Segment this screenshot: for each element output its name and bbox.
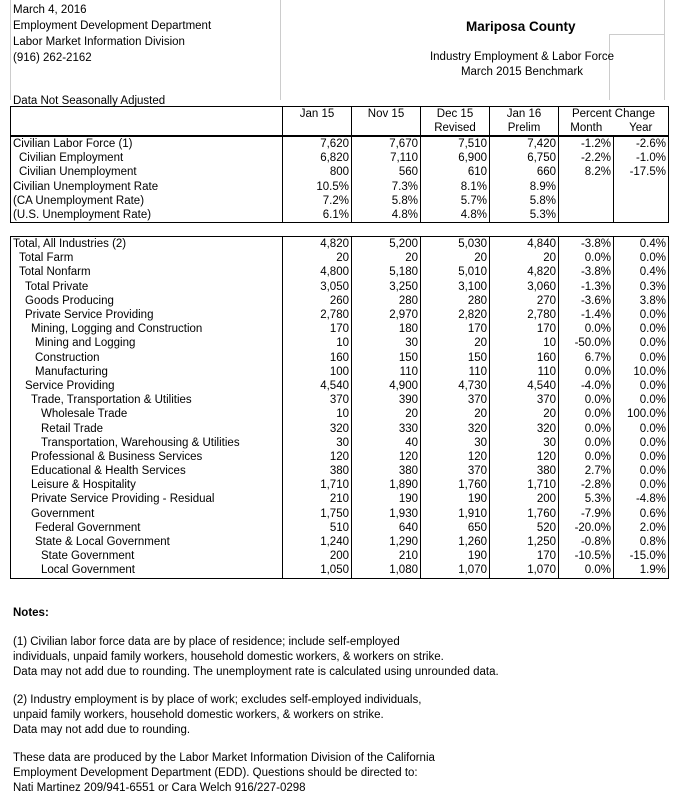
- table-row: [11, 507, 669, 521]
- table-row: [11, 450, 669, 464]
- table-cell: 1,240: [283, 535, 352, 549]
- table-cell: 0.0%: [559, 322, 614, 336]
- row-label: Federal Government: [11, 521, 283, 535]
- table-cell: 10: [490, 336, 559, 350]
- col-jan16: Jan 16: [490, 107, 559, 122]
- row-label: State & Local Government: [11, 535, 283, 549]
- table-cell: -17.5%: [614, 165, 669, 179]
- row-label: Leisure & Hospitality: [11, 478, 283, 492]
- table-cell: 6,750: [490, 151, 559, 165]
- table-cell: 30: [421, 436, 490, 450]
- table-cell: -1.2%: [559, 137, 614, 152]
- table-cell: 190: [421, 549, 490, 563]
- gridline: [609, 34, 665, 35]
- table-cell: -3.8%: [559, 237, 614, 252]
- table-cell: -7.9%: [559, 507, 614, 521]
- table-cell: 0.0%: [614, 322, 669, 336]
- table-cell: 1,760: [421, 478, 490, 492]
- table-cell: 7.2%: [283, 194, 352, 208]
- row-label: Professional & Business Services: [11, 450, 283, 464]
- table-cell: 3,250: [352, 280, 421, 294]
- table-cell: 210: [283, 492, 352, 506]
- table-cell: 8.1%: [421, 180, 490, 194]
- table-cell: 200: [490, 492, 559, 506]
- table-cell: 0.0%: [614, 379, 669, 393]
- gridline: [664, 0, 665, 100]
- table-cell: -3.8%: [559, 265, 614, 279]
- table-row: [11, 251, 669, 265]
- table-cell: 30: [352, 336, 421, 350]
- col-dec15-revised: Revised: [421, 121, 490, 136]
- col-dec15: Dec 15: [421, 107, 490, 122]
- row-label: Private Service Providing: [11, 308, 283, 322]
- table-cell: 2.7%: [559, 464, 614, 478]
- table-cell: 0.0%: [614, 450, 669, 464]
- row-label: Total Private: [11, 280, 283, 294]
- department-name: Employment Development Department: [13, 20, 212, 32]
- table-cell: 20: [490, 251, 559, 265]
- row-label: Wholesale Trade: [11, 407, 283, 421]
- table-cell: 0.0%: [559, 407, 614, 421]
- table-cell: 110: [352, 365, 421, 379]
- row-label: Private Service Providing - Residual: [11, 492, 283, 506]
- table-cell: 0.0%: [614, 436, 669, 450]
- table-cell: 1.9%: [614, 563, 669, 578]
- table-cell: -1.3%: [559, 280, 614, 294]
- labor-force-table: [10, 136, 669, 223]
- table-cell: 6,900: [421, 151, 490, 165]
- table-cell: 150: [421, 351, 490, 365]
- table-cell: -50.0%: [559, 336, 614, 350]
- table-cell: -2.2%: [559, 151, 614, 165]
- gridline: [280, 0, 281, 100]
- table-cell: -1.0%: [614, 151, 669, 165]
- table-cell: 20: [490, 407, 559, 421]
- table-cell: 190: [352, 492, 421, 506]
- table-cell: 320: [283, 421, 352, 435]
- row-label: Total Nonfarm: [11, 265, 283, 279]
- table-cell: 4,820: [283, 237, 352, 252]
- table-cell: 0.6%: [614, 507, 669, 521]
- table-cell: -4.8%: [614, 492, 669, 506]
- note-3-line-2: Employment Development Department (EDD). Questions should be directed to:: [13, 767, 418, 779]
- table-cell: 4,730: [421, 379, 490, 393]
- table-cell: 5.8%: [490, 194, 559, 208]
- table-cell: 170: [490, 322, 559, 336]
- table-row: [11, 336, 669, 350]
- table-cell: 7,510: [421, 137, 490, 152]
- table-cell: 4.8%: [421, 208, 490, 223]
- table-cell: 1,890: [352, 478, 421, 492]
- table-cell: 1,070: [421, 563, 490, 578]
- table-cell: 370: [421, 464, 490, 478]
- table-cell: 0.3%: [614, 280, 669, 294]
- table-row: [11, 478, 669, 492]
- table-cell: 0.0%: [559, 436, 614, 450]
- table-cell: 10.5%: [283, 180, 352, 194]
- table-cell: 0.0%: [614, 336, 669, 350]
- table-cell: 10: [283, 336, 352, 350]
- table-cell: 0.0%: [614, 393, 669, 407]
- col-year: Year: [629, 122, 653, 135]
- table-row: [11, 549, 669, 563]
- table-cell: 6.1%: [283, 208, 352, 223]
- col-jan15: Jan 15: [283, 107, 352, 122]
- row-label: Trade, Transportation & Utilities: [11, 393, 283, 407]
- table-row: [11, 308, 669, 322]
- table-cell: 2,780: [283, 308, 352, 322]
- table-cell: 1,080: [352, 563, 421, 578]
- row-label: Mining and Logging: [11, 336, 283, 350]
- table-row: [11, 365, 669, 379]
- notes-title: Notes:: [13, 607, 49, 619]
- table-row: [11, 393, 669, 407]
- table-cell: 120: [490, 450, 559, 464]
- table-cell: 7,420: [490, 137, 559, 152]
- note-2-line-1: (2) Industry employment is by place of work; excludes self-employed individuals,: [13, 694, 422, 706]
- table-cell: 20: [421, 336, 490, 350]
- row-label: Transportation, Warehousing & Utilities: [11, 436, 283, 450]
- table-cell: 20: [352, 251, 421, 265]
- column-header: [10, 106, 669, 136]
- table-cell: 170: [421, 322, 490, 336]
- note-3-line-1: These data are produced by the Labor Market Information Division of the California: [13, 752, 435, 764]
- table-cell: 7,670: [352, 137, 421, 152]
- table-cell: 30: [283, 436, 352, 450]
- table-row: [11, 294, 669, 308]
- table-cell: [559, 194, 614, 208]
- row-label: Construction: [11, 351, 283, 365]
- table-cell: -15.0%: [614, 549, 669, 563]
- table-cell: 8.9%: [490, 180, 559, 194]
- row-label: Goods Producing: [11, 294, 283, 308]
- table-cell: 4.8%: [352, 208, 421, 223]
- row-label: State Government: [11, 549, 283, 563]
- table-cell: 10.0%: [614, 365, 669, 379]
- table-cell: 180: [352, 322, 421, 336]
- table-cell: [559, 208, 614, 223]
- table-cell: 160: [283, 351, 352, 365]
- table-cell: 640: [352, 521, 421, 535]
- table-cell: 2.0%: [614, 521, 669, 535]
- table-cell: 0.4%: [614, 265, 669, 279]
- table-cell: 0.0%: [614, 421, 669, 435]
- table-cell: 170: [283, 322, 352, 336]
- col-jan16-prelim: Prelim: [490, 121, 559, 136]
- row-label: Civilian Labor Force (1): [11, 137, 283, 152]
- table-cell: 5,180: [352, 265, 421, 279]
- table-cell: 1,910: [421, 507, 490, 521]
- table-cell: 270: [490, 294, 559, 308]
- table-cell: 1,290: [352, 535, 421, 549]
- table-row: [11, 492, 669, 506]
- table-cell: 380: [352, 464, 421, 478]
- table-cell: -1.4%: [559, 308, 614, 322]
- table-cell: 560: [352, 165, 421, 179]
- table-cell: 20: [352, 407, 421, 421]
- table-cell: -2.8%: [559, 478, 614, 492]
- row-label: Mining, Logging and Construction: [11, 322, 283, 336]
- table-row: [11, 208, 669, 223]
- table-row: [11, 194, 669, 208]
- table-cell: 4,900: [352, 379, 421, 393]
- table-row: [11, 421, 669, 435]
- table-cell: 1,050: [283, 563, 352, 578]
- table-cell: 0.0%: [559, 563, 614, 578]
- report-subtitle: Industry Employment & Labor Force: [429, 51, 615, 63]
- table-cell: 1,750: [283, 507, 352, 521]
- table-cell: 4,840: [490, 237, 559, 252]
- table-cell: 650: [421, 521, 490, 535]
- adjustment-note: Data Not Seasonally Adjusted: [13, 95, 166, 107]
- county-title: Mariposa County: [466, 19, 576, 34]
- table-cell: 7,620: [283, 137, 352, 152]
- table-cell: 4,800: [283, 265, 352, 279]
- table-cell: 320: [421, 421, 490, 435]
- table-cell: 520: [490, 521, 559, 535]
- table-cell: -4.0%: [559, 379, 614, 393]
- table-cell: 100: [283, 365, 352, 379]
- table-cell: 280: [421, 294, 490, 308]
- table-cell: 30: [490, 436, 559, 450]
- table-cell: 260: [283, 294, 352, 308]
- phone-number: (916) 262-2162: [13, 52, 92, 64]
- table-cell: 370: [421, 393, 490, 407]
- table-cell: 3,050: [283, 280, 352, 294]
- note-1-line-1: (1) Civilian labor force data are by place of residence; include self-employed: [13, 636, 400, 648]
- table-cell: 390: [352, 393, 421, 407]
- table-row: [11, 137, 669, 152]
- table-row: [11, 180, 669, 194]
- table-cell: 0.0%: [559, 450, 614, 464]
- table-row: [11, 464, 669, 478]
- table-cell: 150: [352, 351, 421, 365]
- table-cell: 2,780: [490, 308, 559, 322]
- table-cell: 280: [352, 294, 421, 308]
- table-cell: 7.3%: [352, 180, 421, 194]
- table-cell: 6.7%: [559, 351, 614, 365]
- row-label: Retail Trade: [11, 421, 283, 435]
- table-cell: 5.7%: [421, 194, 490, 208]
- table-row: [11, 379, 669, 393]
- table-cell: 10: [283, 407, 352, 421]
- table-cell: 1,710: [283, 478, 352, 492]
- table-cell: 610: [421, 165, 490, 179]
- table-row: [11, 535, 669, 549]
- row-label: Local Government: [11, 563, 283, 578]
- table-cell: 3,100: [421, 280, 490, 294]
- table-cell: 7,110: [352, 151, 421, 165]
- table-cell: 110: [490, 365, 559, 379]
- table-row: [11, 165, 669, 179]
- table-cell: 20: [283, 251, 352, 265]
- table-cell: 380: [283, 464, 352, 478]
- col-nov15: Nov 15: [352, 107, 421, 122]
- table-cell: 120: [283, 450, 352, 464]
- table-cell: -2.6%: [614, 137, 669, 152]
- table-cell: 2,970: [352, 308, 421, 322]
- table-cell: 0.0%: [559, 393, 614, 407]
- division-name: Labor Market Information Division: [13, 36, 185, 48]
- table-cell: 5.8%: [352, 194, 421, 208]
- table-cell: 0.0%: [614, 464, 669, 478]
- industry-employment-table: [10, 236, 669, 579]
- table-cell: 370: [283, 393, 352, 407]
- col-month: Month: [570, 122, 603, 135]
- table-row: [11, 407, 669, 421]
- table-cell: 110: [421, 365, 490, 379]
- table-row: [11, 521, 669, 535]
- table-cell: 370: [490, 393, 559, 407]
- table-row: [11, 280, 669, 294]
- note-1-line-2: individuals, unpaid family workers, household domestic workers, & workers on strike.: [13, 651, 444, 663]
- table-cell: 20: [421, 407, 490, 421]
- table-row: [11, 351, 669, 365]
- note-3-line-3: Nati Martinez 209/941-6551 or Cara Welch 916/227-0298: [13, 782, 306, 794]
- table-cell: 0.0%: [614, 351, 669, 365]
- table-cell: -20.0%: [559, 521, 614, 535]
- table-cell: 200: [283, 549, 352, 563]
- table-cell: 4,540: [490, 379, 559, 393]
- table-cell: -3.6%: [559, 294, 614, 308]
- table-cell: [559, 180, 614, 194]
- table-cell: 1,710: [490, 478, 559, 492]
- table-cell: 0.0%: [559, 365, 614, 379]
- table-cell: [614, 208, 669, 223]
- table-cell: 210: [352, 549, 421, 563]
- row-label: (U.S. Unemployment Rate): [11, 208, 283, 223]
- table-cell: 5,200: [352, 237, 421, 252]
- table-row: [11, 151, 669, 165]
- row-label: Service Providing: [11, 379, 283, 393]
- table-cell: [614, 194, 669, 208]
- table-cell: 0.0%: [559, 421, 614, 435]
- table-cell: 380: [490, 464, 559, 478]
- table-row: [11, 563, 669, 578]
- table-row: [11, 322, 669, 336]
- table-cell: 5.3%: [559, 492, 614, 506]
- table-cell: 1,070: [490, 563, 559, 578]
- table-cell: 0.0%: [559, 251, 614, 265]
- table-cell: 320: [490, 421, 559, 435]
- table-cell: 5.3%: [490, 208, 559, 223]
- gridline: [10, 0, 11, 100]
- table-cell: 1,260: [421, 535, 490, 549]
- table-cell: 800: [283, 165, 352, 179]
- row-label: Civilian Employment: [11, 151, 283, 165]
- table-cell: 5,030: [421, 237, 490, 252]
- benchmark-label: March 2015 Benchmark: [460, 66, 584, 78]
- row-label: Civilian Unemployment: [11, 165, 283, 179]
- table-cell: 170: [490, 549, 559, 563]
- table-cell: 3.8%: [614, 294, 669, 308]
- note-1-line-3: Data may not add due to rounding. The unemployment rate is calculated using unrounded data.: [13, 666, 499, 678]
- table-row: [11, 436, 669, 450]
- col-percent-change: Percent Change: [571, 108, 656, 121]
- row-label: Total Farm: [11, 251, 283, 265]
- table-cell: 0.0%: [614, 251, 669, 265]
- table-cell: 510: [283, 521, 352, 535]
- row-label: Civilian Unemployment Rate: [11, 180, 283, 194]
- table-cell: 120: [421, 450, 490, 464]
- row-label: Manufacturing: [11, 365, 283, 379]
- table-cell: 190: [421, 492, 490, 506]
- table-cell: 5,010: [421, 265, 490, 279]
- row-label: Government: [11, 507, 283, 521]
- table-cell: 40: [352, 436, 421, 450]
- table-cell: 0.4%: [614, 237, 669, 252]
- row-label: (CA Unemployment Rate): [11, 194, 283, 208]
- table-cell: -10.5%: [559, 549, 614, 563]
- report-date: March 4, 2016: [13, 4, 87, 16]
- table-row: [11, 237, 669, 252]
- table-cell: 6,820: [283, 151, 352, 165]
- table-cell: 20: [421, 251, 490, 265]
- table-cell: 0.8%: [614, 535, 669, 549]
- table-cell: 1,760: [490, 507, 559, 521]
- table-cell: 8.2%: [559, 165, 614, 179]
- note-2-line-2: unpaid family workers, household domestic workers, & workers on strike.: [13, 709, 384, 721]
- table-cell: 4,820: [490, 265, 559, 279]
- table-cell: 2,820: [421, 308, 490, 322]
- table-cell: 4,540: [283, 379, 352, 393]
- table-cell: 1,930: [352, 507, 421, 521]
- table-cell: 0.0%: [614, 308, 669, 322]
- table-cell: 160: [490, 351, 559, 365]
- table-cell: 100.0%: [614, 407, 669, 421]
- table-cell: [614, 180, 669, 194]
- table-cell: 330: [352, 421, 421, 435]
- row-label: Total, All Industries (2): [11, 237, 283, 252]
- table-cell: 0.0%: [614, 478, 669, 492]
- table-cell: 660: [490, 165, 559, 179]
- row-label: Educational & Health Services: [11, 464, 283, 478]
- table-cell: 3,060: [490, 280, 559, 294]
- table-cell: 120: [352, 450, 421, 464]
- table-row: [11, 265, 669, 279]
- table-cell: 1,250: [490, 535, 559, 549]
- table-cell: -0.8%: [559, 535, 614, 549]
- note-2-line-3: Data may not add due to rounding.: [13, 724, 191, 736]
